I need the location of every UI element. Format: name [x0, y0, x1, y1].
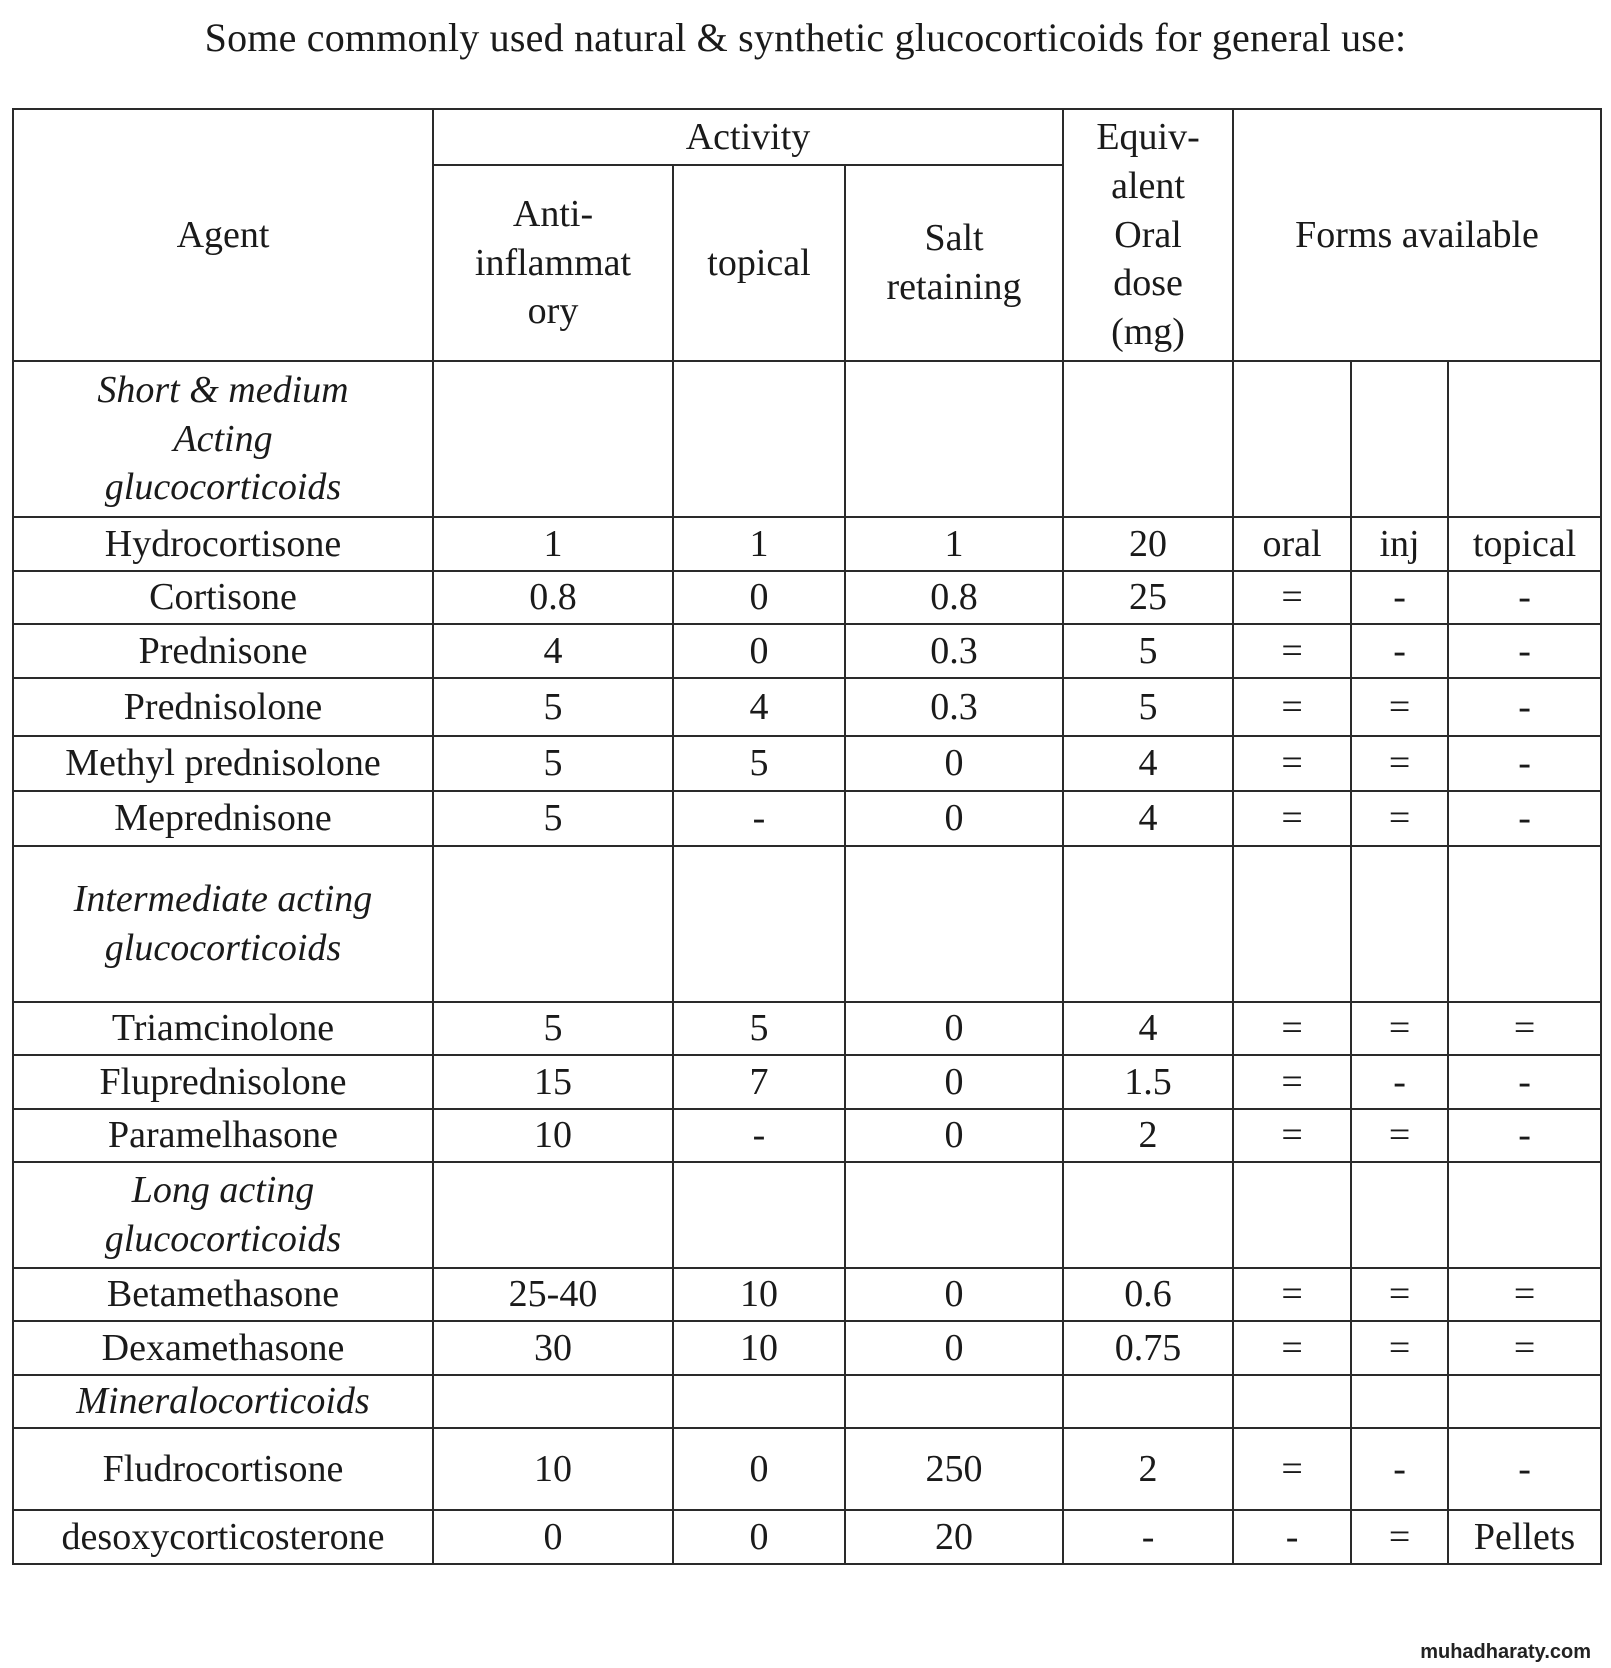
topical-activity-cell: 10 [673, 1268, 845, 1321]
topical-activity-cell: 5 [673, 1002, 845, 1055]
salt-retaining-cell: 0 [845, 736, 1063, 791]
table-row [13, 517, 1601, 571]
salt-retaining-cell: 0 [845, 1055, 1063, 1109]
form-topical-cell: Pellets [1448, 1510, 1601, 1564]
equivalent-dose-cell: 4 [1063, 736, 1233, 791]
empty-cell [845, 1375, 1063, 1428]
equivalent-dose-cell: 4 [1063, 1002, 1233, 1055]
section-row [13, 361, 1601, 517]
header-agent: Agent [13, 109, 433, 361]
table-row [13, 1002, 1601, 1055]
form-oral-cell: = [1233, 678, 1351, 736]
agent-cell: Dexamethasone [13, 1321, 433, 1375]
form-oral-cell: = [1233, 1321, 1351, 1375]
equivalent-dose-cell: 2 [1063, 1428, 1233, 1510]
form-inj-cell: = [1351, 1109, 1448, 1162]
equivalent-dose-cell: 25 [1063, 571, 1233, 624]
form-oral-cell: = [1233, 1428, 1351, 1510]
empty-cell [1448, 846, 1601, 1002]
agent-cell: Hydrocortisone [13, 517, 433, 571]
salt-retaining-cell: 0 [845, 1268, 1063, 1321]
anti-inflammatory-cell: 10 [433, 1428, 673, 1510]
form-topical-cell: = [1448, 1321, 1601, 1375]
empty-cell [433, 846, 673, 1002]
salt-retaining-cell: 0 [845, 791, 1063, 846]
topical-activity-cell: 1 [673, 517, 845, 571]
form-oral-cell: = [1233, 1109, 1351, 1162]
section-row [13, 1162, 1601, 1268]
form-inj-cell: = [1351, 791, 1448, 846]
salt-retaining-cell: 1 [845, 517, 1063, 571]
empty-cell [673, 846, 845, 1002]
form-inj-cell: = [1351, 1321, 1448, 1375]
section-heading: Long acting glucocorticoids [13, 1162, 433, 1268]
agent-cell: Paramelhasone [13, 1109, 433, 1162]
form-oral-cell: = [1233, 1002, 1351, 1055]
anti-inflammatory-cell: 10 [433, 1109, 673, 1162]
topical-activity-cell: 0 [673, 624, 845, 678]
empty-cell [673, 1375, 845, 1428]
agent-cell: Methyl prednisolone [13, 736, 433, 791]
agent-cell: Betamethasone [13, 1268, 433, 1321]
agent-cell: Meprednisone [13, 791, 433, 846]
form-topical-cell: - [1448, 791, 1601, 846]
watermark: muhadharaty.com [1420, 1641, 1591, 1663]
table-row [13, 1055, 1601, 1109]
header-forms-available: Forms available [1233, 109, 1601, 361]
form-inj-cell: inj [1351, 517, 1448, 571]
table-row [13, 1268, 1601, 1321]
salt-retaining-cell: 0 [845, 1321, 1063, 1375]
agent-cell: Cortisone [13, 571, 433, 624]
empty-cell [845, 361, 1063, 517]
empty-cell [845, 1162, 1063, 1268]
salt-retaining-cell: 250 [845, 1428, 1063, 1510]
form-topical-cell: - [1448, 1055, 1601, 1109]
empty-cell [1448, 1375, 1601, 1428]
empty-cell [673, 361, 845, 517]
topical-activity-cell: 5 [673, 736, 845, 791]
form-oral-cell: = [1233, 571, 1351, 624]
section-heading: Mineralocorticoids [13, 1375, 433, 1428]
salt-retaining-cell: 0.8 [845, 571, 1063, 624]
anti-inflammatory-cell: 5 [433, 736, 673, 791]
equivalent-dose-cell: 1.5 [1063, 1055, 1233, 1109]
empty-cell [1063, 1375, 1233, 1428]
anti-inflammatory-cell: 4 [433, 624, 673, 678]
empty-cell [1233, 846, 1351, 1002]
table-row [13, 1428, 1601, 1510]
anti-inflammatory-cell: 25-40 [433, 1268, 673, 1321]
anti-inflammatory-cell: 0.8 [433, 571, 673, 624]
form-oral-cell: - [1233, 1510, 1351, 1564]
salt-retaining-cell: 0.3 [845, 678, 1063, 736]
form-oral-cell: = [1233, 1268, 1351, 1321]
header-equivalent-dose: Equiv- alent Oral dose (mg) [1063, 109, 1233, 361]
agent-cell: Triamcinolone [13, 1002, 433, 1055]
form-topical-cell: - [1448, 678, 1601, 736]
empty-cell [1351, 1162, 1448, 1268]
empty-cell [1233, 361, 1351, 517]
table-row [13, 736, 1601, 791]
empty-cell [1233, 1162, 1351, 1268]
form-topical-cell: = [1448, 1268, 1601, 1321]
salt-retaining-cell: 0 [845, 1109, 1063, 1162]
form-inj-cell: = [1351, 1510, 1448, 1564]
section-heading: Short & medium Acting glucocorticoids [13, 361, 433, 517]
equivalent-dose-cell: 5 [1063, 624, 1233, 678]
form-inj-cell: = [1351, 736, 1448, 791]
salt-retaining-cell: 0.3 [845, 624, 1063, 678]
form-topical-cell: - [1448, 571, 1601, 624]
topical-activity-cell: 0 [673, 571, 845, 624]
agent-cell: desoxycorticosterone [13, 1510, 433, 1564]
salt-retaining-cell: 20 [845, 1510, 1063, 1564]
topical-activity-cell: 10 [673, 1321, 845, 1375]
anti-inflammatory-cell: 30 [433, 1321, 673, 1375]
anti-inflammatory-cell: 0 [433, 1510, 673, 1564]
table-row [13, 1510, 1601, 1564]
form-inj-cell: - [1351, 1055, 1448, 1109]
table-row [13, 791, 1601, 846]
header-salt-retaining: Salt retaining [845, 165, 1063, 361]
anti-inflammatory-cell: 1 [433, 517, 673, 571]
page-title: Some commonly used natural & synthetic glucocorticoids for general use: [204, 15, 1407, 60]
agent-cell: Fluprednisolone [13, 1055, 433, 1109]
empty-cell [1351, 361, 1448, 517]
empty-cell [1351, 846, 1448, 1002]
anti-inflammatory-cell: 15 [433, 1055, 673, 1109]
form-oral-cell: = [1233, 791, 1351, 846]
empty-cell [1233, 1375, 1351, 1428]
form-inj-cell: - [1351, 571, 1448, 624]
empty-cell [433, 361, 673, 517]
form-oral-cell: = [1233, 624, 1351, 678]
form-inj-cell: - [1351, 1428, 1448, 1510]
form-topical-cell: - [1448, 624, 1601, 678]
form-topical-cell: - [1448, 736, 1601, 791]
equivalent-dose-cell: 20 [1063, 517, 1233, 571]
table-row [13, 624, 1601, 678]
section-row [13, 1375, 1601, 1428]
agent-cell: Prednisolone [13, 678, 433, 736]
form-topical-cell: - [1448, 1428, 1601, 1510]
empty-cell [673, 1162, 845, 1268]
glucocorticoids-table [12, 108, 1602, 1565]
topical-activity-cell: 7 [673, 1055, 845, 1109]
equivalent-dose-cell: 2 [1063, 1109, 1233, 1162]
topical-activity-cell: - [673, 791, 845, 846]
empty-cell [1351, 1375, 1448, 1428]
empty-cell [1063, 361, 1233, 517]
salt-retaining-cell: 0 [845, 1002, 1063, 1055]
form-oral-cell: = [1233, 736, 1351, 791]
table-row [13, 678, 1601, 736]
topical-activity-cell: 0 [673, 1428, 845, 1510]
anti-inflammatory-cell: 5 [433, 678, 673, 736]
topical-activity-cell: 0 [673, 1510, 845, 1564]
equivalent-dose-cell: 5 [1063, 678, 1233, 736]
empty-cell [845, 846, 1063, 1002]
agent-cell: Prednisone [13, 624, 433, 678]
form-topical-cell: = [1448, 1002, 1601, 1055]
equivalent-dose-cell: - [1063, 1510, 1233, 1564]
section-row [13, 846, 1601, 1002]
header-topical: topical [673, 165, 845, 361]
form-topical-cell: topical [1448, 517, 1601, 571]
empty-cell [1448, 1162, 1601, 1268]
anti-inflammatory-cell: 5 [433, 1002, 673, 1055]
section-heading: Intermediate acting glucocorticoids [13, 846, 433, 1002]
table-row [13, 1109, 1601, 1162]
form-oral-cell: = [1233, 1055, 1351, 1109]
empty-cell [433, 1162, 673, 1268]
form-inj-cell: = [1351, 1002, 1448, 1055]
empty-cell [1063, 1162, 1233, 1268]
form-inj-cell: - [1351, 624, 1448, 678]
empty-cell [1063, 846, 1233, 1002]
form-topical-cell: - [1448, 1109, 1601, 1162]
agent-cell: Fludrocortisone [13, 1428, 433, 1510]
equivalent-dose-cell: 0.75 [1063, 1321, 1233, 1375]
table-row [13, 571, 1601, 624]
header-activity: Activity [433, 109, 1063, 165]
table-row [13, 1321, 1601, 1375]
form-inj-cell: = [1351, 678, 1448, 736]
equivalent-dose-cell: 0.6 [1063, 1268, 1233, 1321]
anti-inflammatory-cell: 5 [433, 791, 673, 846]
empty-cell [1448, 361, 1601, 517]
topical-activity-cell: 4 [673, 678, 845, 736]
empty-cell [433, 1375, 673, 1428]
form-oral-cell: oral [1233, 517, 1351, 571]
equivalent-dose-cell: 4 [1063, 791, 1233, 846]
header-anti-inflammatory: Anti- inflammat ory [433, 165, 673, 361]
topical-activity-cell: - [673, 1109, 845, 1162]
form-inj-cell: = [1351, 1268, 1448, 1321]
